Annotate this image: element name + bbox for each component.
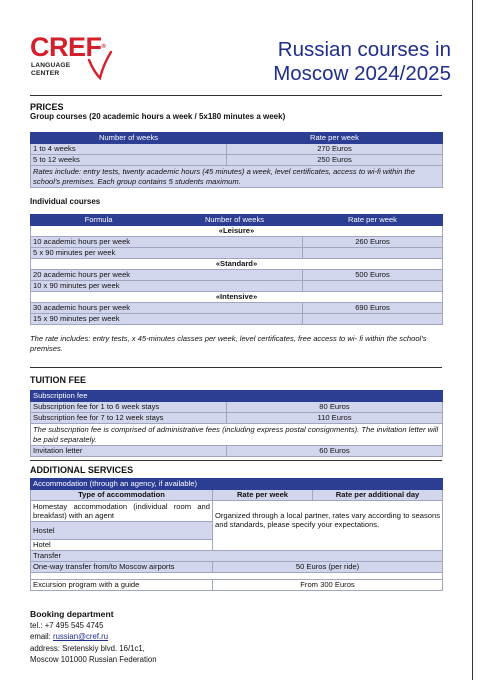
group-courses-table	[30, 132, 443, 188]
table-cell: 110 Euros	[227, 413, 443, 424]
logo-check-icon	[86, 50, 112, 80]
table-row	[31, 562, 443, 573]
table-header: Type of accommodation	[31, 490, 213, 501]
table-row	[31, 144, 443, 155]
table-cell	[303, 248, 443, 259]
table-cell: 15 x 90 minutes per week	[31, 314, 303, 325]
table-cell: Hostel	[31, 522, 213, 540]
table-cell: 30 academic hours per week	[31, 303, 303, 314]
spacer-row	[31, 573, 443, 580]
table-cell: Subscription fee for 1 to 6 week stays	[31, 402, 227, 413]
table-cell: 50 Euros (per ride)	[213, 562, 443, 573]
logo-line1: LANGUAGE	[31, 62, 71, 69]
table-header: Number of weeks	[31, 133, 227, 144]
address-line2: Moscow 101000 Russian Federation	[30, 655, 157, 664]
booking-phone: tel.: +7 495 545 4745	[30, 621, 104, 630]
table-row	[31, 237, 443, 248]
formula-leisure: «Leisure»	[31, 226, 443, 237]
tuition-fee-table	[30, 390, 443, 457]
table-cell: 690 Euros	[303, 303, 443, 314]
page-title-line2: Moscow 2024/2025	[273, 62, 451, 85]
table-row	[31, 413, 443, 424]
table-cell: 80 Euros	[227, 402, 443, 413]
table-header: Rate per additional day	[313, 490, 443, 501]
address-line1: address: Sretenskiy blvd. 16/1c1,	[30, 644, 145, 653]
table-cell: 60 Euros	[227, 446, 443, 457]
table-cell: 5 x 90 minutes per week	[31, 248, 303, 259]
formula-intensive: «Intensive»	[31, 292, 443, 303]
table-header: Rate per week	[303, 215, 443, 226]
tuition-fee-heading: TUITION FEE	[30, 375, 86, 385]
prices-heading: PRICES	[30, 102, 64, 112]
table-cell: 500 Euros	[303, 270, 443, 281]
table-row	[31, 314, 443, 325]
table-row	[31, 446, 443, 457]
table-cell: Hotel	[31, 540, 213, 551]
table-cell: Excursion program with a guide	[31, 580, 213, 591]
table-cell: From 300 Euros	[213, 580, 443, 591]
individual-courses-table	[30, 214, 443, 325]
individual-courses-note: The rate includes: entry tests, x 45-minutes classes per week, level certificates, free access to wi- fi within the school's premises.	[30, 334, 427, 353]
additional-services-heading: ADDITIONAL SERVICES	[30, 465, 134, 475]
table-row	[31, 281, 443, 292]
agency-note: Organized through a local partner, rates vary according to seasons and standards, please specify your expectations.	[213, 501, 443, 551]
divider	[30, 95, 442, 96]
table-cell: 1 to 4 weeks	[31, 144, 227, 155]
group-courses-heading: Group courses (20 academic hours a week / 5x180 minutes a week)	[30, 112, 286, 121]
table-header: Rate per week	[213, 490, 313, 501]
table-row	[31, 248, 443, 259]
logo-line2: CENTER	[31, 70, 60, 77]
group-courses-note: Rates include: entry tests, twenty academic hours (45 minutes) a week, level certificates, access to wi-fi within the school's premises. Each group contains 5 students maximum.	[31, 166, 443, 188]
transfer-title: Transfer	[31, 551, 443, 562]
individual-courses-heading: Individual courses	[30, 197, 101, 206]
table-row	[31, 580, 443, 591]
email-label: email:	[30, 632, 53, 641]
table-cell: 10 academic hours per week	[31, 237, 303, 248]
logo-wordmark: CREF®	[30, 32, 106, 62]
email-link[interactable]: russian@cref.ru	[52, 632, 109, 641]
subscription-fee-title: Subscription fee	[31, 391, 443, 402]
table-row	[31, 270, 443, 281]
divider	[30, 460, 442, 461]
subscription-fee-note: The subscription fee is comprised of administrative fees (including express postal consignments). The invitation letter will be paid separately.	[31, 424, 443, 446]
table-row	[31, 155, 443, 166]
additional-services-table	[30, 478, 443, 591]
page-title-line1: Russian courses in	[277, 38, 451, 61]
table-cell: 270 Euros	[227, 144, 443, 155]
table-cell: 260 Euros	[303, 237, 443, 248]
booking-title: Booking department	[30, 609, 114, 619]
table-cell	[303, 281, 443, 292]
table-cell: Invitation letter	[31, 446, 227, 457]
accommodation-title: Accommodation (through an agency, if available)	[31, 479, 443, 490]
table-row	[31, 501, 443, 522]
table-cell: 5 to 12 weeks	[31, 155, 227, 166]
table-cell	[303, 314, 443, 325]
table-row	[31, 402, 443, 413]
table-header: Number of weeks	[167, 215, 303, 226]
formula-standard: «Standard»	[31, 259, 443, 270]
table-cell: One-way transfer from/to Moscow airports	[31, 562, 213, 573]
table-cell: Homestay accommodation (individual room and breakfast) with an agent	[31, 501, 213, 522]
table-cell: 250 Euros	[227, 155, 443, 166]
table-cell: Subscription fee for 7 to 12 week stays	[31, 413, 227, 424]
table-row	[31, 303, 443, 314]
booking-email-line	[30, 632, 108, 643]
table-header: Rate per week	[227, 133, 443, 144]
divider	[30, 367, 442, 368]
table-cell: 10 x 90 minutes per week	[31, 281, 303, 292]
table-header: Formula	[31, 215, 167, 226]
table-cell: 20 academic hours per week	[31, 270, 303, 281]
